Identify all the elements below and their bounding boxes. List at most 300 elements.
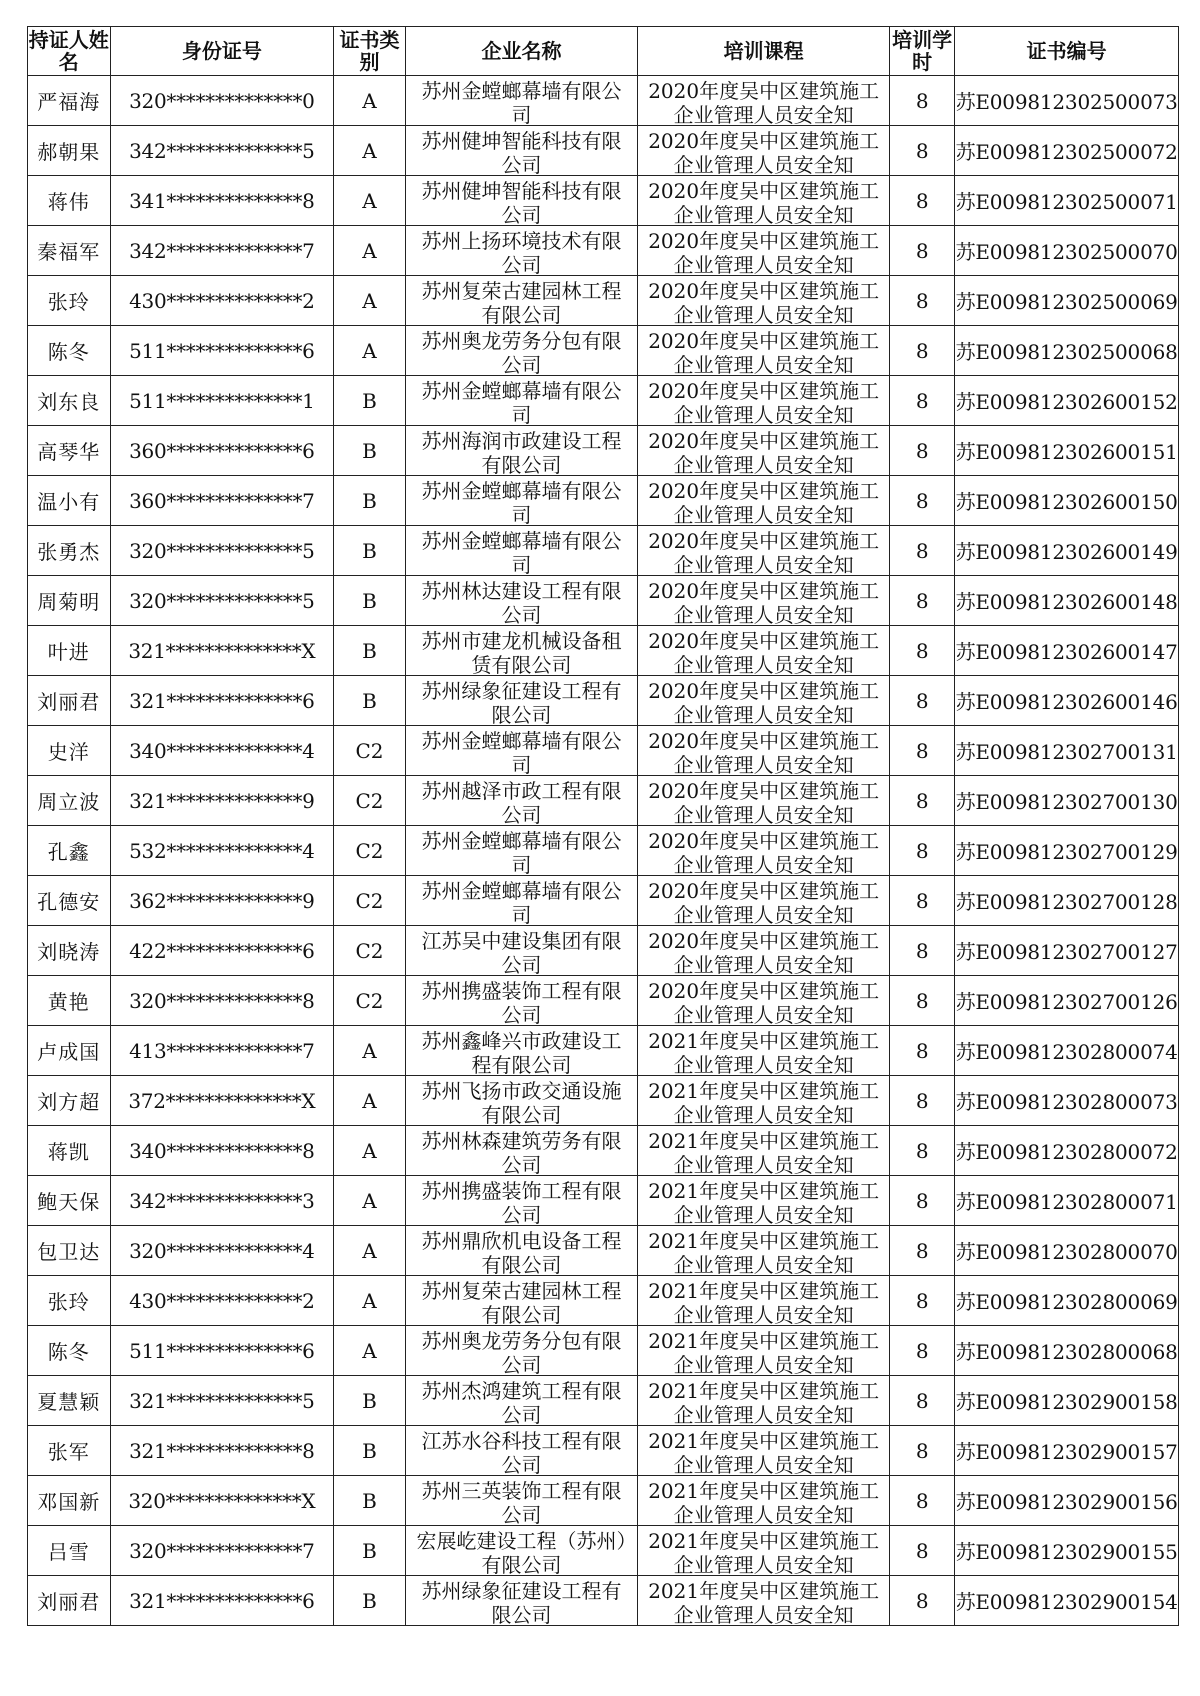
company-cell [405, 1376, 637, 1426]
company-cell-text: 苏州越泽市政工程有限公司 [421, 778, 622, 825]
course-cell [638, 576, 890, 626]
company-cell-text: 苏州携盛装饰工程有限公司 [421, 978, 622, 1025]
cert-number-cell: 苏E009812302600150 [955, 476, 1179, 526]
category-cell: C2 [334, 976, 406, 1026]
table-row [28, 476, 1179, 526]
id-number-cell: 321**************9 [110, 776, 334, 826]
company-cell-text: 苏州杰鸿建筑工程有限公司 [421, 1378, 622, 1425]
table-row [28, 1276, 1179, 1326]
cert-number-cell: 苏E009812302800070 [955, 1226, 1179, 1276]
category-cell: A [334, 76, 406, 126]
id-number-cell: 320**************7 [110, 1526, 334, 1576]
hours-cell: 8 [890, 526, 955, 576]
table-row [28, 526, 1179, 576]
course-cell-text: 2021年度吴中区建筑施工企业管理人员安全知 [648, 1328, 880, 1375]
category-cell: A [334, 1276, 406, 1326]
table-row [28, 126, 1179, 176]
table-row [28, 276, 1179, 326]
hours-cell: 8 [890, 1276, 955, 1326]
course-cell-text: 2020年度吴中区建筑施工企业管理人员安全知 [648, 278, 880, 325]
course-cell-text: 2021年度吴中区建筑施工企业管理人员安全知 [648, 1228, 880, 1275]
id-number-cell: 340**************8 [110, 1126, 334, 1176]
course-cell [638, 1526, 890, 1576]
company-cell-text: 苏州金螳螂幕墙有限公司 [421, 478, 622, 525]
holder-name-cell: 孔德安 [28, 876, 111, 926]
company-cell [405, 326, 637, 376]
course-cell-text: 2021年度吴中区建筑施工企业管理人员安全知 [648, 1278, 880, 1325]
holder-name-cell: 蒋凯 [28, 1126, 111, 1176]
course-cell-text: 2020年度吴中区建筑施工企业管理人员安全知 [648, 878, 880, 925]
cert-number-cell: 苏E009812302800071 [955, 1176, 1179, 1226]
hours-cell: 8 [890, 1526, 955, 1576]
table-row [28, 1576, 1179, 1626]
table-row [28, 326, 1179, 376]
company-cell [405, 1476, 637, 1526]
course-cell [638, 926, 890, 976]
holder-name-cell: 张玲 [28, 276, 111, 326]
cert-number-cell: 苏E009812302500069 [955, 276, 1179, 326]
company-cell [405, 976, 637, 1026]
id-number-cell: 430**************2 [110, 1276, 334, 1326]
company-cell-text: 苏州三英装饰工程有限公司 [421, 1478, 622, 1525]
company-cell-text: 苏州健坤智能科技有限公司 [421, 128, 622, 175]
cert-number-cell: 苏E009812302800068 [955, 1326, 1179, 1376]
company-cell-text: 苏州海润市政建设工程有限公司 [421, 428, 622, 475]
course-cell-text: 2020年度吴中区建筑施工企业管理人员安全知 [648, 978, 880, 1025]
cert-number-cell: 苏E009812302800073 [955, 1076, 1179, 1126]
course-cell-text: 2020年度吴中区建筑施工企业管理人员安全知 [648, 478, 880, 525]
holder-name-cell: 叶进 [28, 626, 111, 676]
holder-name-cell: 孔鑫 [28, 826, 111, 876]
holder-name-cell: 陈冬 [28, 326, 111, 376]
company-cell-text: 苏州市建龙机械设备租赁有限公司 [421, 628, 622, 675]
course-cell [638, 626, 890, 676]
hours-cell: 8 [890, 726, 955, 776]
company-cell-text: 苏州林达建设工程有限公司 [421, 578, 622, 625]
hours-cell: 8 [890, 276, 955, 326]
company-cell [405, 926, 637, 976]
course-cell [638, 1226, 890, 1276]
id-number-cell: 320**************8 [110, 976, 334, 1026]
cert-number-cell: 苏E009812302900157 [955, 1426, 1179, 1476]
cert-number-cell: 苏E009812302700126 [955, 976, 1179, 1026]
cert-number-cell: 苏E009812302700129 [955, 826, 1179, 876]
header-category: 证书类别 [334, 27, 406, 76]
category-cell: A [334, 1226, 406, 1276]
course-cell-text: 2020年度吴中区建筑施工企业管理人员安全知 [648, 178, 880, 225]
category-cell: B [334, 1376, 406, 1426]
course-cell [638, 1026, 890, 1076]
company-cell [405, 276, 637, 326]
id-number-cell: 372**************X [110, 1076, 334, 1126]
hours-cell: 8 [890, 1026, 955, 1076]
holder-name-cell: 严福海 [28, 76, 111, 126]
header-row [28, 27, 1179, 76]
hours-cell: 8 [890, 626, 955, 676]
course-cell [638, 776, 890, 826]
id-number-cell: 342**************5 [110, 126, 334, 176]
holder-name-cell: 秦福军 [28, 226, 111, 276]
course-cell [638, 76, 890, 126]
company-cell [405, 576, 637, 626]
company-cell [405, 1276, 637, 1326]
company-cell [405, 226, 637, 276]
holder-name-cell: 高琴华 [28, 426, 111, 476]
holder-name-cell: 鲍天保 [28, 1176, 111, 1226]
cert-number-cell: 苏E009812302600151 [955, 426, 1179, 476]
hours-cell: 8 [890, 1076, 955, 1126]
category-cell: A [334, 176, 406, 226]
table-row [28, 926, 1179, 976]
course-cell-text: 2020年度吴中区建筑施工企业管理人员安全知 [648, 128, 880, 175]
category-cell: A [334, 126, 406, 176]
id-number-cell: 422**************6 [110, 926, 334, 976]
table-row [28, 1076, 1179, 1126]
holder-name-cell: 刘晓涛 [28, 926, 111, 976]
id-number-cell: 341**************8 [110, 176, 334, 226]
cert-number-cell: 苏E009812302700128 [955, 876, 1179, 926]
hours-cell: 8 [890, 426, 955, 476]
id-number-cell: 360**************6 [110, 426, 334, 476]
course-cell [638, 1126, 890, 1176]
course-cell-text: 2021年度吴中区建筑施工企业管理人员安全知 [648, 1528, 880, 1575]
holder-name-cell: 温小有 [28, 476, 111, 526]
category-cell: B [334, 1576, 406, 1626]
course-cell [638, 526, 890, 576]
company-cell [405, 1226, 637, 1276]
cert-number-cell: 苏E009812302900155 [955, 1526, 1179, 1576]
hours-cell: 8 [890, 776, 955, 826]
company-cell [405, 176, 637, 226]
table-row [28, 776, 1179, 826]
company-cell [405, 1526, 637, 1576]
category-cell: B [334, 676, 406, 726]
category-cell: A [334, 1176, 406, 1226]
company-cell-text: 苏州金螳螂幕墙有限公司 [421, 878, 622, 925]
hours-cell: 8 [890, 576, 955, 626]
hours-cell: 8 [890, 1126, 955, 1176]
course-cell-text: 2020年度吴中区建筑施工企业管理人员安全知 [648, 928, 880, 975]
table-row [28, 426, 1179, 476]
holder-name-cell: 刘东良 [28, 376, 111, 426]
id-number-cell: 342**************7 [110, 226, 334, 276]
company-cell [405, 126, 637, 176]
holder-name-cell: 郝朝果 [28, 126, 111, 176]
id-number-cell: 320**************5 [110, 526, 334, 576]
holder-name-cell: 张勇杰 [28, 526, 111, 576]
id-number-cell: 340**************4 [110, 726, 334, 776]
course-cell [638, 1076, 890, 1126]
company-cell [405, 1026, 637, 1076]
course-cell-text: 2020年度吴中区建筑施工企业管理人员安全知 [648, 78, 880, 125]
company-cell [405, 826, 637, 876]
course-cell [638, 276, 890, 326]
table-row [28, 1226, 1179, 1276]
table-row [28, 1126, 1179, 1176]
header-course: 培训课程 [638, 27, 890, 76]
category-cell: B [334, 1526, 406, 1576]
company-cell [405, 376, 637, 426]
course-cell [638, 1576, 890, 1626]
course-cell [638, 876, 890, 926]
course-cell-text: 2021年度吴中区建筑施工企业管理人员安全知 [648, 1578, 880, 1625]
holder-name-cell: 张军 [28, 1426, 111, 1476]
cert-number-cell: 苏E009812302600147 [955, 626, 1179, 676]
company-cell-text: 江苏吴中建设集团有限公司 [421, 928, 622, 975]
cert-number-cell: 苏E009812302600149 [955, 526, 1179, 576]
company-cell-text: 苏州金螳螂幕墙有限公司 [421, 828, 622, 875]
table-row [28, 76, 1179, 126]
hours-cell: 8 [890, 1376, 955, 1426]
table-row [28, 976, 1179, 1026]
header-holder-name: 持证人姓名 [28, 28, 109, 74]
cert-number-cell: 苏E009812302900156 [955, 1476, 1179, 1526]
category-cell: C2 [334, 876, 406, 926]
category-cell: C2 [334, 826, 406, 876]
company-cell-text: 苏州飞扬市政交通设施有限公司 [421, 1078, 622, 1125]
category-cell: C2 [334, 726, 406, 776]
cert-number-cell: 苏E009812302800074 [955, 1026, 1179, 1076]
company-cell-text: 宏展屹建设工程（苏州）有限公司 [416, 1528, 627, 1575]
holder-name-cell: 张玲 [28, 1276, 111, 1326]
course-cell-text: 2020年度吴中区建筑施工企业管理人员安全知 [648, 728, 880, 775]
hours-cell: 8 [890, 1476, 955, 1526]
id-number-cell: 511**************1 [110, 376, 334, 426]
company-cell [405, 1326, 637, 1376]
company-cell [405, 1426, 637, 1476]
id-number-cell: 320**************X [110, 1476, 334, 1526]
hours-cell: 8 [890, 376, 955, 426]
cert-number-cell: 苏E009812302700127 [955, 926, 1179, 976]
company-cell-text: 苏州金螳螂幕墙有限公司 [421, 378, 622, 425]
hours-cell: 8 [890, 976, 955, 1026]
course-cell-text: 2021年度吴中区建筑施工企业管理人员安全知 [648, 1178, 880, 1225]
hours-cell: 8 [890, 226, 955, 276]
cert-number-cell: 苏E009812302500068 [955, 326, 1179, 376]
id-number-cell: 360**************7 [110, 476, 334, 526]
course-cell-text: 2020年度吴中区建筑施工企业管理人员安全知 [648, 328, 880, 375]
course-cell-text: 2020年度吴中区建筑施工企业管理人员安全知 [648, 678, 880, 725]
table-row [28, 1026, 1179, 1076]
company-cell [405, 1076, 637, 1126]
holder-name-cell: 包卫达 [28, 1226, 111, 1276]
category-cell: B [334, 526, 406, 576]
cert-number-cell: 苏E009812302600152 [955, 376, 1179, 426]
category-cell: A [334, 1026, 406, 1076]
header-hours: 培训学时 [890, 27, 955, 76]
hours-cell: 8 [890, 926, 955, 976]
holder-name-cell: 史洋 [28, 726, 111, 776]
id-number-cell: 321**************X [110, 626, 334, 676]
table-row [28, 1326, 1179, 1376]
id-number-cell: 342**************3 [110, 1176, 334, 1226]
company-cell [405, 526, 637, 576]
hours-cell: 8 [890, 676, 955, 726]
company-cell-text: 苏州林森建筑劳务有限公司 [421, 1128, 622, 1175]
course-cell-text: 2020年度吴中区建筑施工企业管理人员安全知 [648, 778, 880, 825]
table-row [28, 826, 1179, 876]
cert-number-cell: 苏E009812302700131 [955, 726, 1179, 776]
course-cell [638, 1276, 890, 1326]
course-cell-text: 2020年度吴中区建筑施工企业管理人员安全知 [648, 528, 880, 575]
holder-name-cell: 黄艳 [28, 976, 111, 1026]
hours-cell: 8 [890, 126, 955, 176]
table-row [28, 726, 1179, 776]
category-cell: A [334, 276, 406, 326]
cert-number-cell: 苏E009812302500071 [955, 176, 1179, 226]
company-cell-text: 苏州复荣古建园林工程有限公司 [421, 1278, 622, 1325]
course-cell-text: 2021年度吴中区建筑施工企业管理人员安全知 [648, 1078, 880, 1125]
hours-cell: 8 [890, 1576, 955, 1626]
hours-cell: 8 [890, 1176, 955, 1226]
holder-name-cell: 陈冬 [28, 1326, 111, 1376]
hours-cell: 8 [890, 1426, 955, 1476]
category-cell: B [334, 576, 406, 626]
course-cell-text: 2020年度吴中区建筑施工企业管理人员安全知 [648, 378, 880, 425]
company-cell-text: 苏州鑫峰兴市政建设工程有限公司 [421, 1028, 622, 1075]
cert-number-cell: 苏E009812302500073 [955, 76, 1179, 126]
course-cell-text: 2020年度吴中区建筑施工企业管理人员安全知 [648, 828, 880, 875]
course-cell [638, 1176, 890, 1226]
category-cell: B [334, 476, 406, 526]
company-cell [405, 1126, 637, 1176]
table-row [28, 226, 1179, 276]
hours-cell: 8 [890, 476, 955, 526]
cert-number-cell: 苏E009812302500070 [955, 226, 1179, 276]
table-row [28, 1426, 1179, 1476]
certificate-table [27, 26, 1179, 1626]
hours-cell: 8 [890, 76, 955, 126]
course-cell-text: 2020年度吴中区建筑施工企业管理人员安全知 [648, 228, 880, 275]
id-number-cell: 413**************7 [110, 1026, 334, 1076]
course-cell [638, 976, 890, 1026]
course-cell [638, 326, 890, 376]
course-cell [638, 376, 890, 426]
company-cell [405, 776, 637, 826]
cert-number-cell: 苏E009812302600148 [955, 576, 1179, 626]
company-cell-text: 苏州金螳螂幕墙有限公司 [421, 78, 622, 125]
course-cell-text: 2021年度吴中区建筑施工企业管理人员安全知 [648, 1478, 880, 1525]
category-cell: A [334, 1076, 406, 1126]
hours-cell: 8 [890, 1226, 955, 1276]
company-cell-text: 苏州上扬环境技术有限公司 [421, 228, 622, 275]
holder-name-cell: 周立波 [28, 776, 111, 826]
id-number-cell: 511**************6 [110, 326, 334, 376]
cert-number-cell: 苏E009812302600146 [955, 676, 1179, 726]
id-number-cell: 320**************0 [110, 76, 334, 126]
category-cell: B [334, 426, 406, 476]
category-cell: C2 [334, 776, 406, 826]
company-cell-text: 苏州携盛装饰工程有限公司 [421, 1178, 622, 1225]
company-cell [405, 76, 637, 126]
category-cell: A [334, 1126, 406, 1176]
company-cell [405, 476, 637, 526]
company-cell [405, 426, 637, 476]
cert-number-cell: 苏E009812302500072 [955, 126, 1179, 176]
course-cell-text: 2020年度吴中区建筑施工企业管理人员安全知 [648, 628, 880, 675]
table-row [28, 376, 1179, 426]
company-cell [405, 726, 637, 776]
course-cell [638, 226, 890, 276]
table-row [28, 876, 1179, 926]
hours-cell: 8 [890, 326, 955, 376]
id-number-cell: 321**************6 [110, 676, 334, 726]
hours-cell: 8 [890, 176, 955, 226]
category-cell: B [334, 376, 406, 426]
table-row [28, 626, 1179, 676]
id-number-cell: 532**************4 [110, 826, 334, 876]
table-row [28, 176, 1179, 226]
course-cell [638, 676, 890, 726]
table-row [28, 576, 1179, 626]
holder-name-cell: 刘丽君 [28, 676, 111, 726]
id-number-cell: 320**************5 [110, 576, 334, 626]
course-cell [638, 426, 890, 476]
holder-name-cell: 吕雪 [28, 1526, 111, 1576]
company-cell-text: 苏州金螳螂幕墙有限公司 [421, 528, 622, 575]
company-cell-text: 苏州绿象征建设工程有限公司 [421, 678, 622, 725]
holder-name-cell: 邓国新 [28, 1476, 111, 1526]
category-cell: A [334, 326, 406, 376]
id-number-cell: 321**************5 [110, 1376, 334, 1426]
course-cell-text: 2021年度吴中区建筑施工企业管理人员安全知 [648, 1428, 880, 1475]
header-company: 企业名称 [405, 27, 637, 76]
course-cell [638, 1476, 890, 1526]
id-number-cell: 320**************4 [110, 1226, 334, 1276]
id-number-cell: 321**************8 [110, 1426, 334, 1476]
table-body [28, 76, 1179, 1626]
category-cell: A [334, 1326, 406, 1376]
cert-number-cell: 苏E009812302800069 [955, 1276, 1179, 1326]
course-cell-text: 2021年度吴中区建筑施工企业管理人员安全知 [648, 1128, 880, 1175]
header-id-number: 身份证号 [110, 27, 334, 76]
company-cell-text: 江苏水谷科技工程有限公司 [421, 1428, 622, 1475]
company-cell [405, 1576, 637, 1626]
table-row [28, 676, 1179, 726]
cert-number-cell: 苏E009812302700130 [955, 776, 1179, 826]
course-cell-text: 2021年度吴中区建筑施工企业管理人员安全知 [648, 1028, 880, 1075]
id-number-cell: 511**************6 [110, 1326, 334, 1376]
category-cell: B [334, 626, 406, 676]
table-row [28, 1376, 1179, 1426]
id-number-cell: 362**************9 [110, 876, 334, 926]
hours-cell: 8 [890, 876, 955, 926]
holder-name-cell: 周菊明 [28, 576, 111, 626]
company-cell [405, 676, 637, 726]
course-cell [638, 726, 890, 776]
id-number-cell: 321**************6 [110, 1576, 334, 1626]
company-cell [405, 876, 637, 926]
course-cell-text: 2021年度吴中区建筑施工企业管理人员安全知 [648, 1378, 880, 1425]
company-cell [405, 626, 637, 676]
table-row [28, 1176, 1179, 1226]
holder-name-cell: 刘方超 [28, 1076, 111, 1126]
company-cell-text: 苏州绿象征建设工程有限公司 [421, 1578, 622, 1625]
category-cell: A [334, 226, 406, 276]
id-number-cell: 430**************2 [110, 276, 334, 326]
course-cell [638, 1376, 890, 1426]
cert-number-cell: 苏E009812302900158 [955, 1376, 1179, 1426]
hours-cell: 8 [890, 1326, 955, 1376]
course-cell-text: 2020年度吴中区建筑施工企业管理人员安全知 [648, 428, 880, 475]
course-cell [638, 1426, 890, 1476]
table-row [28, 1526, 1179, 1576]
holder-name-cell: 蒋伟 [28, 176, 111, 226]
course-cell [638, 476, 890, 526]
category-cell: B [334, 1476, 406, 1526]
header-cert-number: 证书编号 [955, 27, 1179, 76]
holder-name-cell: 刘丽君 [28, 1576, 111, 1626]
